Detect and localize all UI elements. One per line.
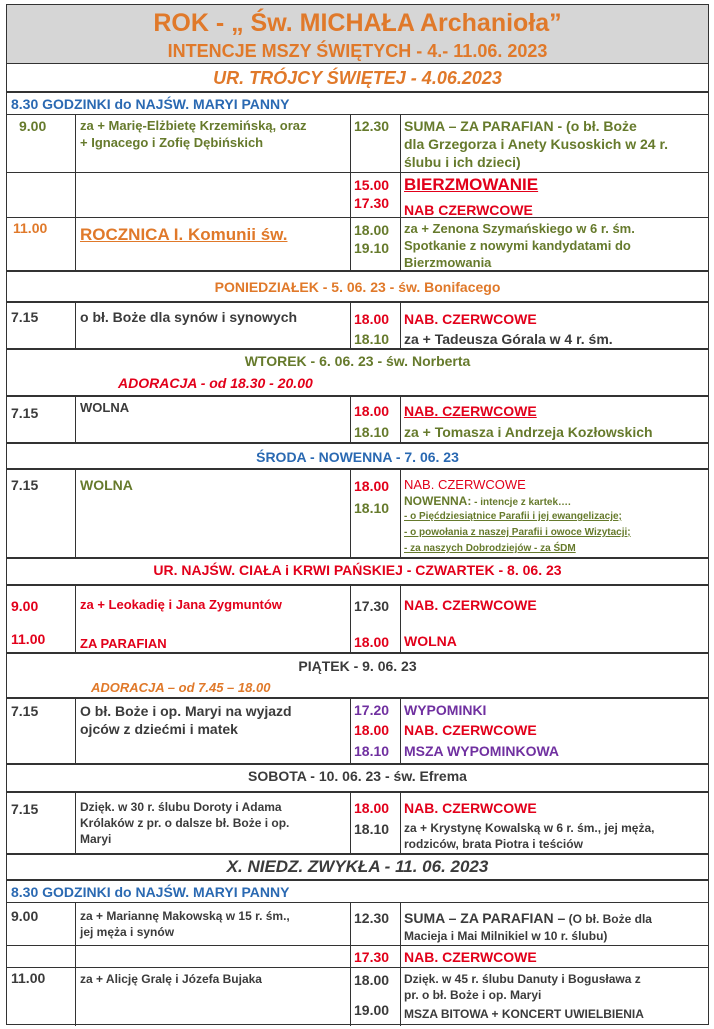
sunday2-r1-text1: za + Mariannę Makowską w 15 r. śm., xyxy=(80,909,290,923)
wednesday-rtime2: 18.10 xyxy=(354,500,390,516)
sunday2-r2-rtime: 17.30 xyxy=(354,949,390,965)
sunday2-r1-time: 9.00 xyxy=(11,908,39,924)
saturday-rtime2: 18.10 xyxy=(354,821,390,837)
sunday2-r3-rtime2: 19.00 xyxy=(354,1002,390,1018)
monday-text: o bł. Boże dla synów i synowych xyxy=(80,309,298,325)
tuesday-adoracja: ADORACJA - od 18.30 - 20.00 xyxy=(118,375,313,391)
page-title: ROK - „ Św. MICHAŁA Archanioła” xyxy=(153,9,562,37)
thursday-rtext1: NAB. CZERWCOWE xyxy=(404,597,537,613)
intentions-sheet xyxy=(6,4,709,1025)
sunday2-r1-text2: jej męża i synów xyxy=(80,925,175,939)
sunday2-r3-time: 11.00 xyxy=(11,970,46,986)
tuesday-rtext2: za + Tomasza i Andrzeja Kozłowskich xyxy=(404,424,653,440)
wednesday-text: WOLNA xyxy=(80,477,133,493)
monday-rtext1: NAB. CZERWCOWE xyxy=(404,311,537,327)
tuesday-rtext1: NAB. CZERWCOWE xyxy=(404,403,537,419)
sunday1-r3-rtime2: 19.10 xyxy=(354,240,390,256)
friday-text1: O bł. Boże i op. Maryi na wyjazd xyxy=(80,703,292,719)
thursday-rtime2: 18.00 xyxy=(354,634,390,650)
tuesday-title: WTOREK - 6. 06. 23 - św. Norberta xyxy=(244,353,471,369)
saturday-text1: Dzięk. w 30 r. ślubu Doroty i Adama xyxy=(80,800,282,814)
sunday2-r3-text: za + Alicję Gralę i Józefa Bujaka xyxy=(80,972,262,986)
sunday2-r1-rtext1 xyxy=(404,909,652,928)
sunday2-r3-rtext2: pr. o bł. Boże i op. Maryi xyxy=(404,988,542,1002)
sunday1-r1-rtext1: SUMA – ZA PARAFIAN - (o bł. Boże xyxy=(404,118,637,134)
friday-rtime1: 17.20 xyxy=(354,702,390,718)
sunday2-godzinki: 8.30 GODZINKI do NAJŚW. MARYI PANNY xyxy=(11,884,290,900)
friday-rtime2: 18.00 xyxy=(354,722,390,738)
friday-adoracja: ADORACJA – od 7.45 – 18.00 xyxy=(91,680,271,695)
thursday-title: UR. NAJŚW. CIAŁA i KRWI PAŃSKIEJ - CZWARTEK - 8. 06. 23 xyxy=(153,562,562,578)
monday-title: PONIEDZIAŁEK - 5. 06. 23 - św. Bonifacego xyxy=(214,279,501,295)
sunday1-title: UR. TRÓJCY ŚWIĘTEJ - 4.06.2023 xyxy=(213,68,502,88)
sunday2-r1-rtext2: Macieja i Mai Milnikiel w 10 r. ślubu) xyxy=(404,929,608,943)
thursday-text2: ZA PARAFIAN xyxy=(80,636,167,651)
monday-time: 7.15 xyxy=(11,309,39,325)
monday-rtext2: za + Tadeusza Górala w 4 r. śm. xyxy=(404,331,613,347)
wednesday-time: 7.15 xyxy=(11,477,39,493)
nowenna-item-1: - o Pięćdziesiątnice Parafii i jej ewangelizacje; xyxy=(404,511,622,522)
monday-rtime2: 18.10 xyxy=(354,331,390,347)
sunday2-suma-label: SUMA – ZA PARAFIAN – xyxy=(404,910,566,926)
friday-title: PIĄTEK - 9. 06. 23 xyxy=(298,658,417,674)
wednesday-nowenna xyxy=(404,494,571,510)
sunday1-r2-rtime2: 17.30 xyxy=(354,195,390,211)
thursday-time2: 11.00 xyxy=(11,631,46,647)
sunday1-r2-rtext1: BIERZMOWANIE xyxy=(404,175,539,194)
sunday1-r3-rtext3: Bierzmowania xyxy=(404,255,492,270)
sunday1-r3-rtext1: za + Zenona Szymańskiego w 6 r. śm. xyxy=(404,221,635,236)
saturday-rtext2: za + Krystynę Kowalską w 6 r. śm., jej męża, xyxy=(404,821,655,835)
nowenna-note: - intencje z kartek…. xyxy=(471,497,571,508)
friday-rtime3: 18.10 xyxy=(354,743,390,759)
thursday-rtime1: 17.30 xyxy=(354,598,390,614)
friday-time: 7.15 xyxy=(11,703,39,719)
monday-rtime1: 18.00 xyxy=(354,311,390,327)
friday-rtext3: MSZA WYPOMINKOWA xyxy=(404,743,560,759)
sunday1-r2-rtime1: 15.00 xyxy=(354,177,390,193)
saturday-rtime1: 18.00 xyxy=(354,800,390,816)
sunday1-r3-rtime1: 18.00 xyxy=(354,222,390,238)
nowenna-item-2: - o powołania z naszej Parafii i owoce Wizytacji; xyxy=(404,527,631,538)
sunday1-r3-time: 11.00 xyxy=(13,220,48,236)
saturday-text3: Maryi xyxy=(80,832,112,846)
saturday-title: SOBOTA - 10. 06. 23 - św. Efrema xyxy=(248,768,467,784)
wednesday-title: ŚRODA - NOWENNA - 7. 06. 23 xyxy=(256,449,459,465)
friday-rtext2: NAB. CZERWCOWE xyxy=(404,722,537,738)
saturday-rtext1: NAB. CZERWCOWE xyxy=(404,800,537,816)
sunday2-title: X. NIEDZ. ZWYKŁA - 11. 06. 2023 xyxy=(226,857,489,876)
nowenna-label: NOWENNA: xyxy=(404,494,472,508)
sunday1-r3-rtext2: Spotkanie z nowymi kandydatami do xyxy=(404,238,631,253)
thursday-time1: 9.00 xyxy=(11,598,39,614)
nowenna-item-3: - za naszych Dobrodziejów - za ŚDM xyxy=(404,543,576,554)
sunday1-r1-rtext3: ślubu i ich dzieci) xyxy=(404,154,521,170)
thursday-text1: za + Leokadię i Jana Zygmuntów xyxy=(80,597,282,612)
saturday-rtext3: rodziców, brata Piotra i teściów xyxy=(404,837,583,851)
saturday-text2: Królaków z pr. o dalsze bł. Boże i op. xyxy=(80,816,290,830)
sunday1-r1-text1: za + Marię-Elżbietę Krzemińską, oraz xyxy=(80,118,307,133)
page-subtitle: INTENCJE MSZY ŚWIĘTYCH - 4.- 11.06. 2023 xyxy=(167,41,548,61)
wednesday-rtext1: NAB. CZERWCOWE xyxy=(404,477,526,492)
wednesday-rtime1: 18.00 xyxy=(354,478,390,494)
sunday2-r1-rtime: 12.30 xyxy=(354,910,390,926)
saturday-time: 7.15 xyxy=(11,801,39,817)
sunday2-r3-rtime1: 18.00 xyxy=(354,972,390,988)
sunday2-r3-rtext3: MSZA BITOWA + KONCERT UWIELBIENIA xyxy=(404,1007,644,1021)
sunday1-r2-rtext2: NAB CZERWCOWE xyxy=(404,202,533,218)
sunday1-r3-text: ROCZNICA I. Komunii św. xyxy=(80,225,288,244)
tuesday-text: WOLNA xyxy=(80,400,130,415)
friday-text2: ojców z dziećmi i matek xyxy=(80,721,238,737)
thursday-rtext2: WOLNA xyxy=(404,633,457,649)
sunday1-godzinki: 8.30 GODZINKI do NAJŚW. MARYI PANNY xyxy=(11,96,290,112)
sunday1-r1-rtime: 12.30 xyxy=(354,118,390,134)
sunday2-r3-rtext1: Dzięk. w 45 r. ślubu Danuty i Bogusława z xyxy=(404,972,641,986)
sunday1-r1-rtext2: dla Grzegorza i Anety Kusoskich w 24 r. xyxy=(404,136,669,152)
sunday1-r1-time: 9.00 xyxy=(19,118,47,134)
sunday2-suma-note: (O bł. Boże dla xyxy=(565,912,652,926)
friday-rtext1: WYPOMINKI xyxy=(404,702,487,718)
sunday1-r1-text2: + Ignacego i Zofię Dębińskich xyxy=(80,135,264,150)
tuesday-rtime1: 18.00 xyxy=(354,403,390,419)
sunday2-r2-rtext: NAB. CZERWCOWE xyxy=(404,949,537,965)
tuesday-time: 7.15 xyxy=(11,405,39,421)
tuesday-rtime2: 18.10 xyxy=(354,424,390,440)
